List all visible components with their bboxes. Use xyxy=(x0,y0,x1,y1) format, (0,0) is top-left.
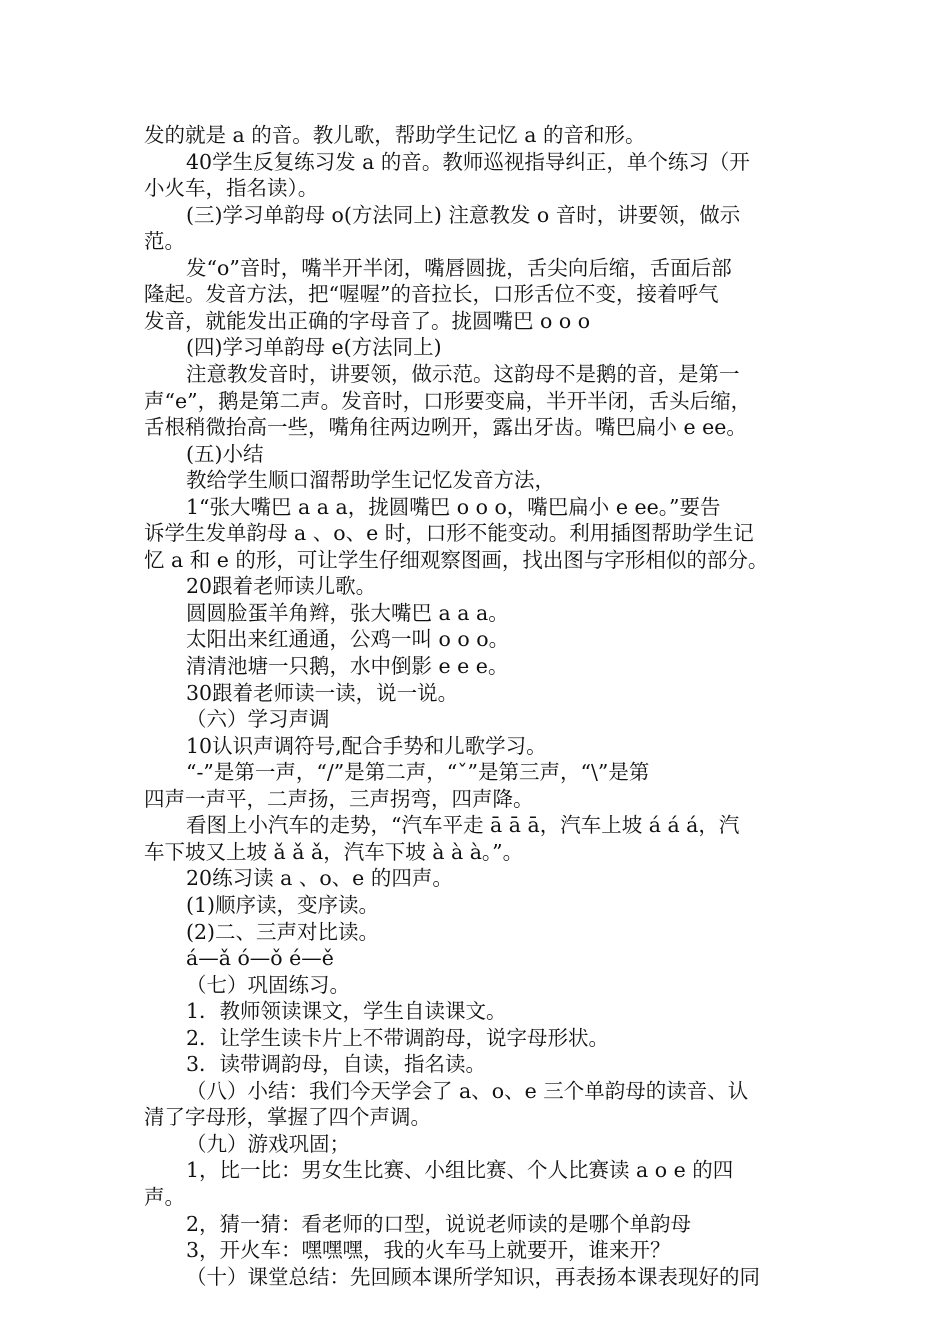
text-line: 30跟着老师读一读，说一说。 xyxy=(186,680,459,705)
text-line: (四)学习单韵母 e(方法同上) xyxy=(186,335,442,360)
text-line: 发音，就能发出正确的字母音了。拢圆嘴巴 o o o xyxy=(144,308,591,333)
text-line: 40学生反复练习发 a 的音。教师巡视指导纠正，单个练习（开 xyxy=(186,149,750,174)
text-line: (1)顺序读，变序读。 xyxy=(186,892,380,917)
text-line: (2)二、三声对比读。 xyxy=(186,919,380,944)
text-line: （八）小结：我们今天学会了 a、o、e 三个单韵母的读音、认 xyxy=(186,1078,749,1103)
text-line: 1“张大嘴巴 a a a，拢圆嘴巴 o o o，嘴巴扁小 e ee。”要告 xyxy=(186,494,721,519)
text-line: 2．让学生读卡片上不带调韵母，说字母形状。 xyxy=(186,1025,610,1050)
text-line: 1．教师领读课文，学生自读课文。 xyxy=(186,999,507,1024)
text-line: 圆圆脸蛋羊角辫，张大嘴巴 a a a。 xyxy=(186,600,509,625)
text-line: 3，开火车：嘿嘿嘿，我的火车马上就要开，谁来开？ xyxy=(186,1238,671,1263)
text-line: 范。 xyxy=(144,229,185,254)
text-line: 声“e”，鹅是第二声。发音时，口形要变扁，半开半闭，舌头后缩， xyxy=(144,388,752,413)
text-line: 20练习读 a 、o、e 的四声。 xyxy=(186,866,453,891)
text-line: 1，比一比：男女生比赛、小组比赛、个人比赛读 a o e 的四 xyxy=(186,1158,734,1183)
text-line: 注意教发音时，讲要领，做示范。这韵母不是鹅的音，是第一 xyxy=(186,361,740,386)
text-line: 3．读带调韵母，自读，指名读。 xyxy=(186,1052,487,1077)
text-line: 声。 xyxy=(144,1185,185,1209)
text-line: 太阳出来红通通，公鸡一叫 o o o。 xyxy=(186,627,510,652)
text-line: 忆 a 和 e 的形，可让学生仔细观察图画，找出图与字形相似的部分。 xyxy=(144,547,769,572)
text-line: 舌根稍微抬高一些，嘴角往两边咧开，露出牙齿。嘴巴扁小 e ee。 xyxy=(144,415,747,440)
text-line: á—ǎ ó—ǒ é—ě xyxy=(186,946,334,971)
text-line: 清了字母形，掌握了四个声调。 xyxy=(144,1105,431,1130)
text-line: （九）游戏巩固； xyxy=(186,1131,350,1156)
text-line: 清清池塘一只鹅，水中倒影 e e e。 xyxy=(186,654,509,678)
text-line: “-”是第一声，“/”是第二声，“ˇ”是第三声，“\”是第 xyxy=(186,760,650,785)
text-line: 看图上小汽车的走势，“汽车平走 ā ā ā，汽车上坡 á á á，汽 xyxy=(186,813,740,838)
text-line: 诉学生发单韵母 a 、o、e 时，口形不能变动。利用插图帮助学生记 xyxy=(144,521,754,546)
text-line: （十）课堂总结：先回顾本课所学知识，再表扬本课表现好的同 xyxy=(186,1264,760,1289)
text-line: (五)小结 xyxy=(186,441,264,466)
text-line: 2，猜一猜：看老师的口型，说说老师读的是哪个单韵母 xyxy=(186,1211,692,1236)
text-line: 发的就是 a 的音。教儿歌，帮助学生记忆 a 的音和形。 xyxy=(144,123,646,147)
text-line: 10认识声调符号,配合手势和儿歌学习。 xyxy=(186,733,547,758)
text-line: 隆起。发音方法，把“喔喔”的音拉长，口形舌位不变，接着呼气 xyxy=(144,282,719,307)
text-line: 小火车，指名读）。 xyxy=(144,176,319,201)
text-line: 20跟着老师读儿歌。 xyxy=(186,574,377,599)
text-line: 发“o”音时，嘴半开半闭，嘴唇圆拢，舌尖向后缩，舌面后部 xyxy=(186,255,732,280)
text-line: （七）巩固练习。 xyxy=(186,972,350,997)
text-line: （六）学习声调 xyxy=(186,707,330,732)
text-line: 车下坡又上坡 ǎ ǎ ǎ，汽车下坡 à à à。”。 xyxy=(144,839,524,864)
text-line: 教给学生顺口溜帮助学生记忆发音方法， xyxy=(186,468,555,493)
text-line: 四声一声平，二声扬，三声拐弯，四声降。 xyxy=(144,786,534,811)
text-line: (三)学习单韵母 o(方法同上) 注意教发 o 音时，讲要领，做示 xyxy=(186,202,741,227)
